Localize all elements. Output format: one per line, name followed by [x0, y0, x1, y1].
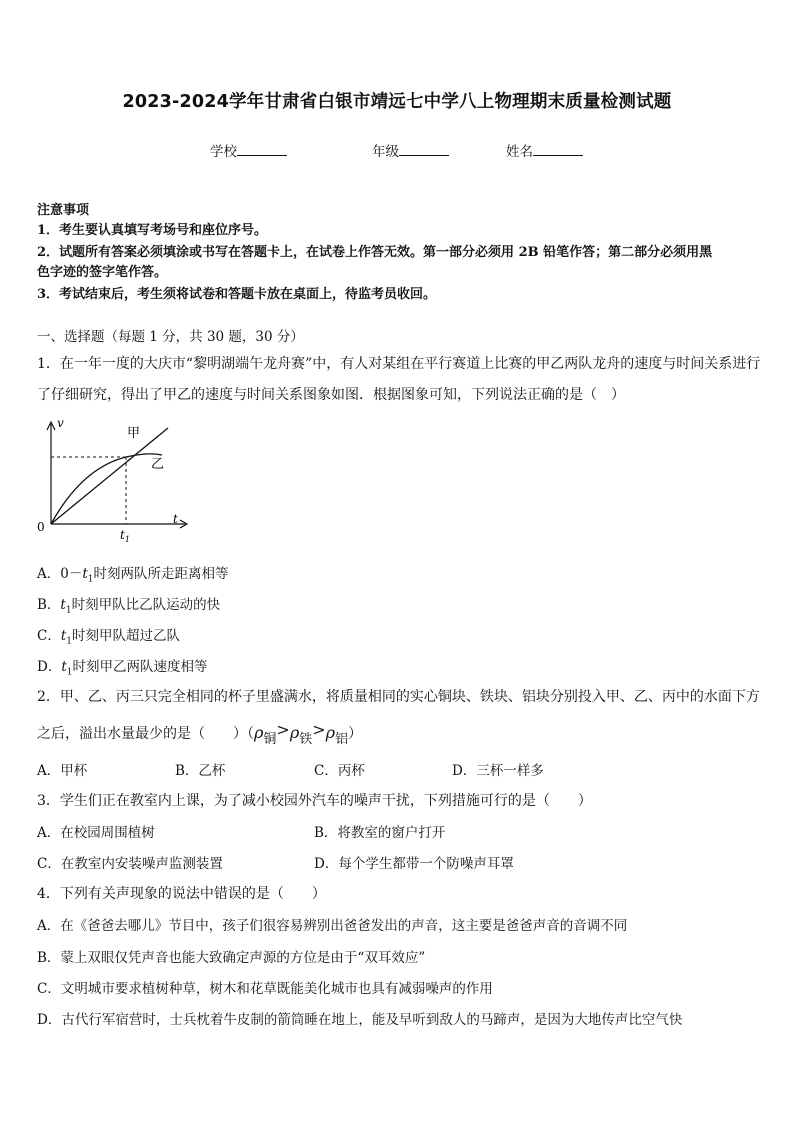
q3-stem: 3．学生们正在教室内上课，为了减小校园外汽车的噪声干扰，下列措施可行的是（ ）	[37, 793, 592, 809]
note-2-cont: 色字迹的签字笔作答。	[37, 265, 168, 280]
name-label: 姓名	[506, 144, 533, 160]
grade-field	[372, 140, 449, 160]
t1-label: $t_1$	[120, 528, 130, 544]
q4-option-a[interactable]: A．在《爸爸去哪儿》节目中，孩子们很容易辨别出爸爸发出的声音，这主要是爸爸声音的音调不同	[37, 918, 628, 934]
q2-option-b[interactable]: B．乙杯	[175, 763, 226, 779]
note-2: 2．试题所有答案必须填涂或书写在答题卡上，在试卷上作答无效。第一部分必须用 2B 铅笔作答；第二部分必须用黑	[37, 245, 713, 260]
jia-label: 甲	[127, 426, 141, 441]
q2-stem-line2: 之后，溢出水量最少的是（ ）（ρ铜>ρ铁>ρ铝）	[37, 720, 363, 747]
q3-option-c[interactable]: C．在教室内安装噪声监测装置	[37, 856, 223, 872]
v-label: v	[57, 416, 64, 430]
q3-option-a[interactable]: A．在校园周围植树	[37, 825, 155, 841]
q2-option-c[interactable]: C．丙杯	[314, 763, 365, 779]
notes-heading: 注意事项	[37, 203, 90, 218]
school-label: 学校	[210, 144, 237, 160]
q3-option-d[interactable]: D．每个学生都带一个防噪声耳罩	[314, 856, 514, 872]
page-title: 2023-2024学年甘肃省白银市靖远七中学八上物理期末质量检测试题	[122, 92, 672, 112]
name-blank[interactable]	[533, 141, 583, 156]
name-field	[506, 140, 583, 160]
q2-option-d[interactable]: D．三杯一样多	[452, 763, 544, 779]
yi-curve	[51, 454, 165, 524]
grade-label: 年级	[372, 144, 399, 160]
t-label: t	[173, 512, 178, 526]
q1-stem-line2: 了仔细研究，得出了甲乙的速度与时间关系图象如图．根据图象可知，下列说法正确的是（ ）	[37, 387, 625, 403]
note-1: 1．考生要认真填写考场号和座位序号。	[37, 223, 268, 238]
grade-blank[interactable]	[399, 141, 449, 156]
section-heading: 一、选择题（每题 1 分，共 30 题，30 分）	[37, 329, 304, 345]
yi-label: 乙	[151, 457, 165, 472]
origin-label: 0	[37, 520, 45, 534]
q1-option-c[interactable]: C．$t_1$时刻甲队超过乙队	[37, 628, 181, 647]
velocity-time-graph	[30, 412, 195, 547]
school-blank[interactable]	[237, 141, 287, 156]
q2-stem-line1: 2．甲、乙、丙三只完全相同的杯子里盛满水，将质量相同的实心铜块、铁块、铝块分别投入甲、乙、丙中的水面下方	[37, 689, 760, 705]
q4-stem: 4．下列有关声现象的说法中错误的是（ ）	[37, 886, 326, 902]
note-3: 3．考试结束后，考生须将试卷和答题卡放在桌面上，待监考员收回。	[37, 287, 437, 302]
jia-line	[51, 428, 168, 524]
school-field	[210, 140, 287, 160]
q3-option-b[interactable]: B．将教室的窗户打开	[314, 825, 446, 841]
q4-option-b[interactable]: B．蒙上双眼仅凭声音也能大致确定声源的方位是由于“双耳效应”	[37, 950, 426, 966]
q4-option-c[interactable]: C．文明城市要求植树种草，树木和花草既能美化城市也具有减弱噪声的作用	[37, 981, 493, 997]
q1-option-a[interactable]: A．$0-t_1$时刻两队所走距离相等	[37, 566, 229, 585]
q1-option-b[interactable]: B．$t_1$时刻甲队比乙队运动的快	[37, 597, 221, 616]
q4-option-d[interactable]: D．古代行军宿营时，士兵枕着牛皮制的箭筒睡在地上，能及早听到敌人的马蹄声，是因为大地传声比空气快	[37, 1012, 683, 1028]
q1-option-d[interactable]: D．$t_1$时刻甲乙两队速度相等	[37, 659, 208, 678]
q2-option-a[interactable]: A．甲杯	[37, 763, 88, 779]
q1-stem-line1: 1．在一年一度的大庆市“黎明湖端午龙舟赛”中，有人对某组在平行赛道上比赛的甲乙两队龙舟的速度与时间关系进行	[37, 356, 761, 372]
